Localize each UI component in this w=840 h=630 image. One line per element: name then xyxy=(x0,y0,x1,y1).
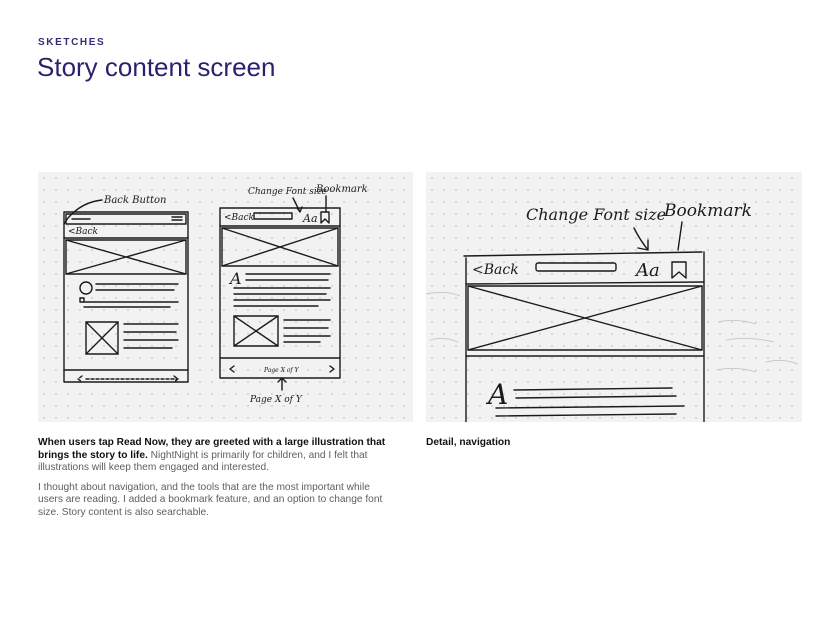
phone-1-back-label: <Back xyxy=(68,227,99,237)
navigation-paragraph: I thought about navigation, and the tools that are the most important while users are reading. I added a bookmark feature, and an option to change font size. Story content is also searchable. xyxy=(38,481,383,518)
phone-2-dropcap: A xyxy=(230,269,242,288)
sketch-image-overview xyxy=(38,172,413,422)
annotation-arrow-font xyxy=(293,198,302,212)
font-size-icon: Aa xyxy=(636,260,660,281)
bookmark-icon xyxy=(672,262,686,278)
dropcap-sketch: A xyxy=(488,378,509,411)
annotation-arrow-bookmark xyxy=(678,222,682,250)
annotation-page-x-of-y: Page X of Y xyxy=(250,395,302,405)
page-title: Story content screen xyxy=(37,52,276,82)
annotation-bookmark: Bookmark xyxy=(664,201,752,221)
intro-rest: NightNight is primarily for children, and I felt that illustrations will keep them engaged and interested. xyxy=(38,449,368,474)
phone-2-bookmark-icon xyxy=(321,212,329,223)
detail-caption: Detail, navigation xyxy=(426,437,511,448)
annotation-font-size: Change Font size xyxy=(248,187,327,197)
intro-paragraph xyxy=(38,437,393,475)
intro-lead: When users tap Read Now, they are greeted with a large illustration that brings the story to life. xyxy=(38,437,386,461)
phone-2-back-label: <Back xyxy=(224,213,255,223)
annotation-back-button: Back Button xyxy=(104,195,167,206)
wireframe-sketch-detail xyxy=(426,172,802,422)
section-eyebrow: SKETCHES xyxy=(38,37,106,48)
annotation-arrow-font xyxy=(634,228,648,250)
phone-2-font-size-icon: Aa xyxy=(303,212,318,225)
wireframe-sketch-overview xyxy=(38,172,413,422)
description-text xyxy=(38,437,393,527)
annotation-bookmark: Bookmark xyxy=(316,184,368,195)
annotation-arrow-page xyxy=(278,378,286,390)
annotation-font-size: Change Font size xyxy=(526,205,667,224)
back-button-label: <Back xyxy=(472,262,519,278)
sketch-image-detail xyxy=(426,172,802,422)
search-bar-sketch xyxy=(536,263,616,271)
phone-2-footer-label: Page X of Y xyxy=(264,367,299,374)
